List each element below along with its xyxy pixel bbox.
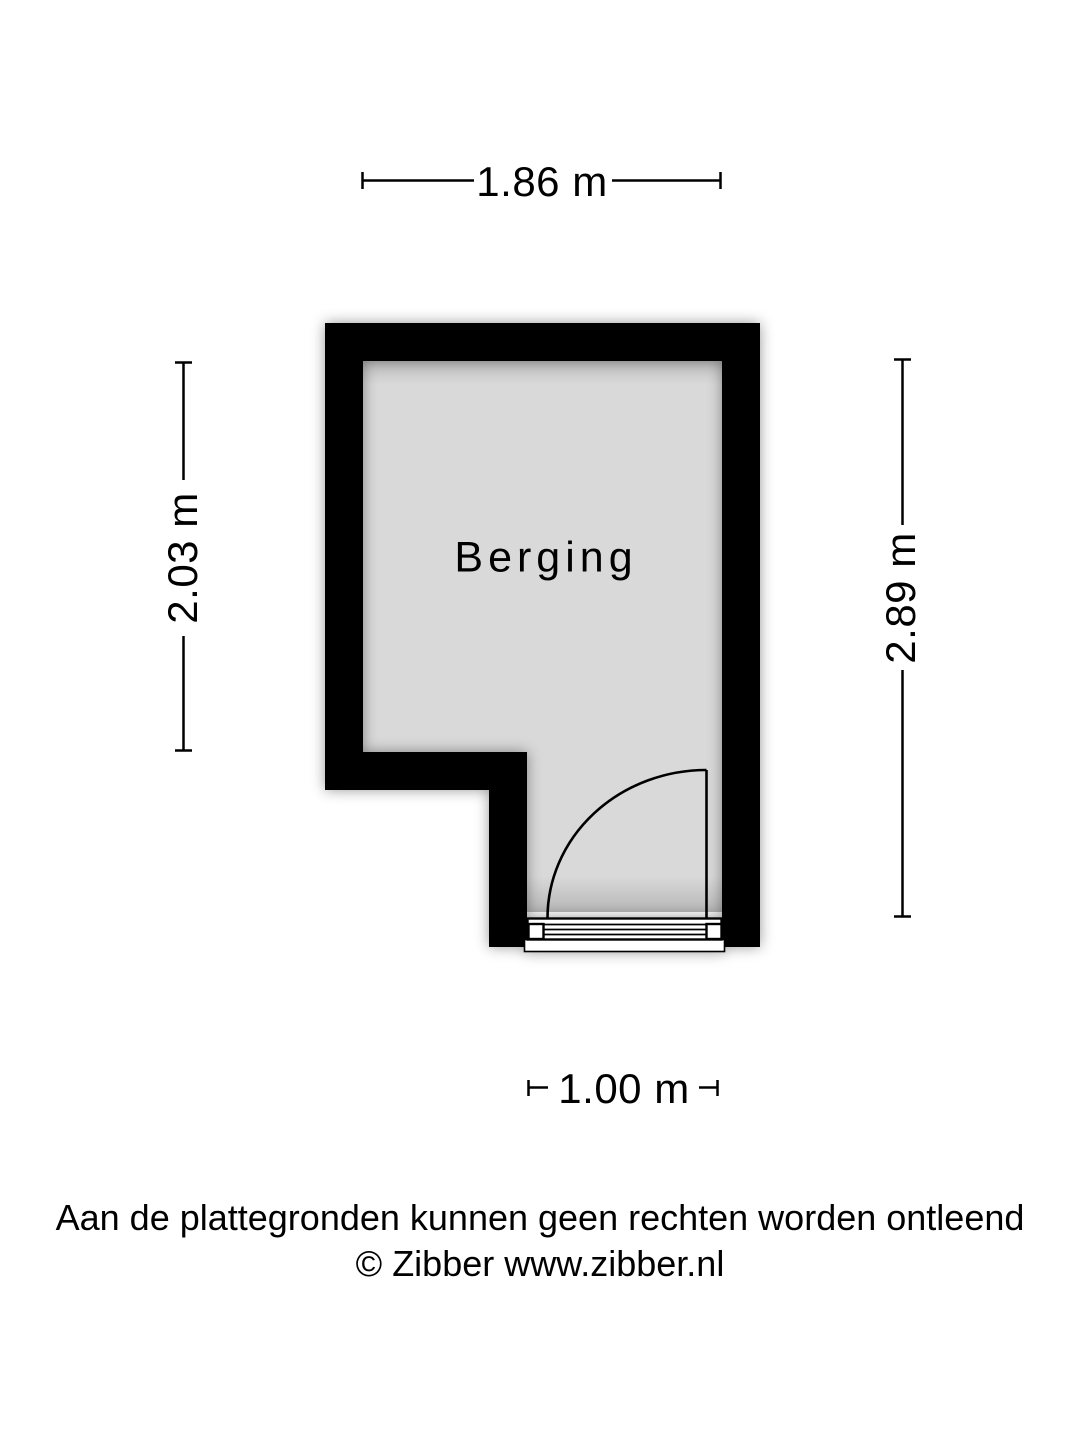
- wall-step: [489, 752, 527, 947]
- dimension-label-right: 2.89 m: [877, 532, 924, 664]
- dimension-label-top: 1.86 m: [476, 158, 608, 205]
- door-jamb-right: [707, 924, 722, 939]
- room-floor: [363, 361, 722, 912]
- room-label: Berging: [454, 533, 638, 582]
- disclaimer-text: Aan de plattegronden kunnen geen rechten worden ontleend: [55, 1197, 1025, 1238]
- dimension-label-bottom: 1.00 m: [558, 1065, 690, 1112]
- door-jamb-left: [529, 924, 544, 939]
- wall-top: [325, 323, 760, 361]
- copyright-text: © Zibber www.zibber.nl: [355, 1243, 725, 1284]
- floor-shade-bottom: [527, 876, 722, 912]
- wall-right: [722, 323, 760, 947]
- door-threshold: [525, 919, 725, 952]
- dimension-label-left: 2.03 m: [159, 492, 206, 624]
- floor-shade-top: [363, 361, 722, 385]
- wall-left: [325, 323, 363, 790]
- threshold-outer-band: [525, 940, 725, 952]
